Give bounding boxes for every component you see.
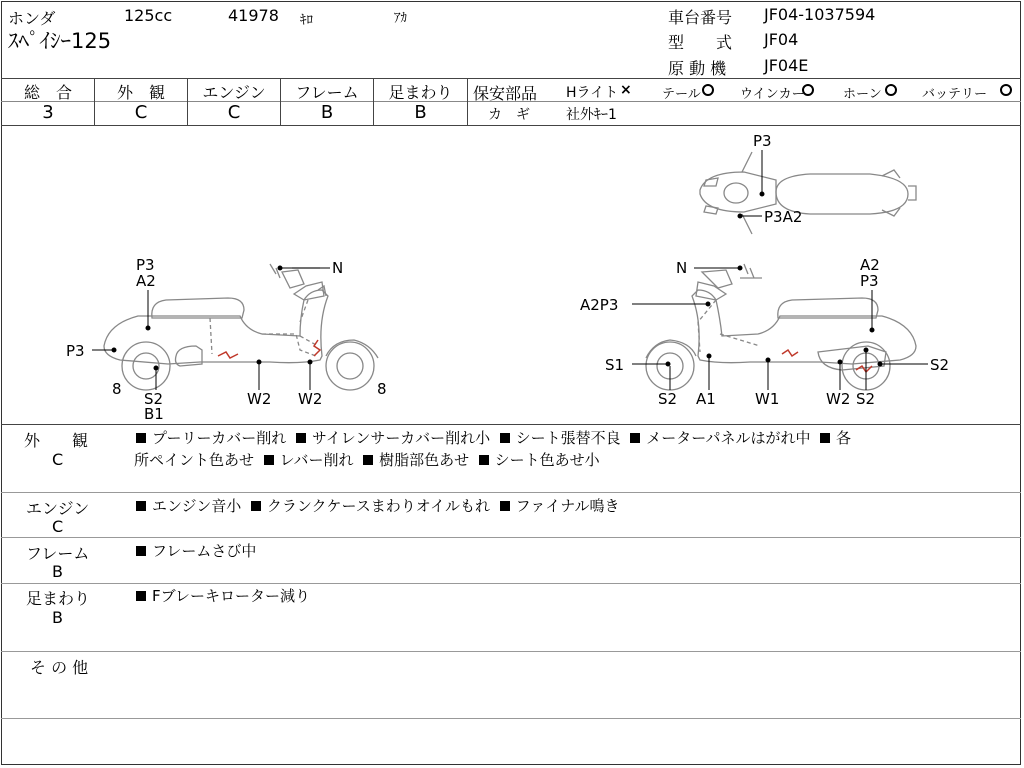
bullet-icon (500, 501, 510, 511)
comment-item: フレームさび中 (152, 542, 257, 560)
frame-no-label: 車台番号 (668, 8, 733, 27)
label-right-a2: A2 (860, 256, 880, 274)
top-view (700, 152, 916, 234)
label-right-a1: A1 (696, 390, 716, 408)
comment-title-suspension: 足まわり (26, 589, 91, 608)
label-right-a2p3: A2P3 (580, 296, 619, 314)
model-name: ｽﾍﾟｲｼｰ125 (8, 29, 112, 53)
bullet-icon (136, 433, 146, 443)
comment-item: シート色あせ小 (494, 451, 600, 469)
frame-no: JF04-1037594 (764, 5, 876, 24)
label-left-8-rear: 8 (112, 380, 122, 398)
comment-grade-engine: C (52, 517, 64, 536)
comment-item: エンジン音小 (152, 497, 242, 515)
divider (1, 583, 1021, 584)
winker-ok-icon (802, 84, 814, 96)
engine-model-value: JF04E (764, 56, 809, 75)
key-value: 社外ｷｰ1 (566, 107, 617, 123)
bullet-icon (363, 455, 373, 465)
bullet-icon (136, 546, 146, 556)
displacement: 125cc (124, 6, 173, 25)
label-top-p3: P3 (753, 132, 772, 150)
bullet-icon (136, 501, 146, 511)
label-left-n: N (332, 259, 344, 277)
grade-value-engine: C (227, 102, 241, 123)
comment-text-frame (136, 540, 256, 562)
divider (1, 78, 1021, 79)
comment-item: シート張替不良 (515, 429, 621, 447)
bullet-icon (820, 433, 830, 443)
grade-value-overall: 3 (42, 102, 54, 123)
comment-text-suspension (136, 585, 310, 607)
bullet-icon (479, 455, 489, 465)
bullet-icon (136, 591, 146, 601)
comment-item: サイレンサーカバー削れ小 (311, 429, 491, 447)
comment-grade-suspension: B (52, 608, 63, 627)
divider (1, 424, 1021, 425)
comment-title-other: そ の 他 (30, 658, 89, 677)
label-right-s2-front: S2 (658, 390, 678, 408)
comment-grade-frame: B (52, 562, 63, 581)
body-color: ｱｶ (394, 11, 407, 26)
grade-header-exterior: 外 観 (116, 83, 165, 102)
grade-header-frame: フレーム (295, 83, 359, 102)
key-label: カ ギ (488, 107, 530, 123)
divider (1, 718, 1021, 719)
divider (1, 537, 1021, 538)
label-right-s1: S1 (605, 356, 625, 374)
comment-grade-exterior: C (52, 450, 64, 469)
divider (1, 492, 1021, 493)
headlight-label: Hライト (566, 85, 619, 101)
mileage: 41978 (228, 6, 279, 25)
label-left-s2: S2 (144, 390, 164, 408)
headlight-status: × (620, 82, 632, 98)
comment-text-engine (136, 495, 620, 517)
label-right-s2-side: S2 (930, 356, 950, 374)
grade-header-engine: エンジン (202, 83, 266, 102)
divider (1, 651, 1021, 652)
label-left-p3-rear: P3 (66, 342, 85, 360)
grade-value-suspension: B (414, 102, 427, 123)
comment-item: メーターパネルはがれ中 (646, 429, 811, 447)
winker-label: ウインカー (740, 87, 805, 102)
damage-marks (218, 340, 872, 372)
comment-title-frame: フレーム (26, 544, 90, 563)
bullet-icon (264, 455, 274, 465)
tail-label: テール (662, 87, 701, 102)
horn-label: ホーン (843, 87, 882, 102)
comment-item: 樹脂部色あせ (379, 451, 470, 469)
engine-model-label: 原 動 機 (668, 59, 727, 78)
safety-label: 保安部品 (473, 84, 538, 103)
type-label: 型 式 (668, 33, 733, 52)
comment-item: ファイナル鳴き (515, 497, 620, 515)
label-left-8-front: 8 (377, 380, 387, 398)
maker: ホンダ (8, 9, 56, 28)
label-left-b1: B1 (144, 405, 164, 423)
comment-item: プーリーカバー削れ (152, 429, 287, 447)
label-top-p3a2: P3A2 (764, 208, 803, 226)
bullet-icon (251, 501, 261, 511)
label-left-p3: P3 (136, 256, 155, 274)
label-right-w2: W2 (826, 390, 851, 408)
label-left-w2-a: W2 (247, 390, 272, 408)
battery-ok-icon (1000, 84, 1012, 96)
grade-value-frame: B (320, 102, 334, 123)
comment-title-exterior: 外 観 (24, 431, 89, 450)
comment-item: Fブレーキローター減り (152, 587, 311, 605)
label-right-p3: P3 (860, 272, 879, 290)
comment-item: レバー削れ (279, 451, 354, 469)
grade-header-suspension: 足まわり (388, 83, 453, 102)
label-left-w2-b: W2 (298, 390, 323, 408)
horn-ok-icon (885, 84, 897, 96)
mileage-unit: ｷﾛ (300, 13, 313, 28)
label-right-s2-rear: S2 (856, 390, 876, 408)
comment-item: クランクケースまわりオイルもれ (266, 497, 491, 515)
comment-item: 所ペイント色あせ (134, 451, 255, 469)
comment-text-exterior-line2 (134, 449, 600, 471)
grade-value-exterior: C (134, 102, 148, 123)
comment-title-engine: エンジン (26, 499, 90, 518)
battery-label: バッテリー (922, 87, 988, 102)
label-left-a2: A2 (136, 272, 156, 290)
comment-item: 各 (836, 429, 852, 447)
divider (467, 78, 468, 125)
bullet-icon (296, 433, 306, 443)
comment-text-exterior-line1 (136, 427, 851, 449)
label-right-n: N (676, 259, 688, 277)
tail-ok-icon (702, 84, 714, 96)
type-value: JF04 (764, 30, 799, 49)
bullet-icon (630, 433, 640, 443)
grade-header-overall: 総 合 (23, 83, 72, 102)
label-right-w1: W1 (755, 390, 780, 408)
bullet-icon (500, 433, 510, 443)
